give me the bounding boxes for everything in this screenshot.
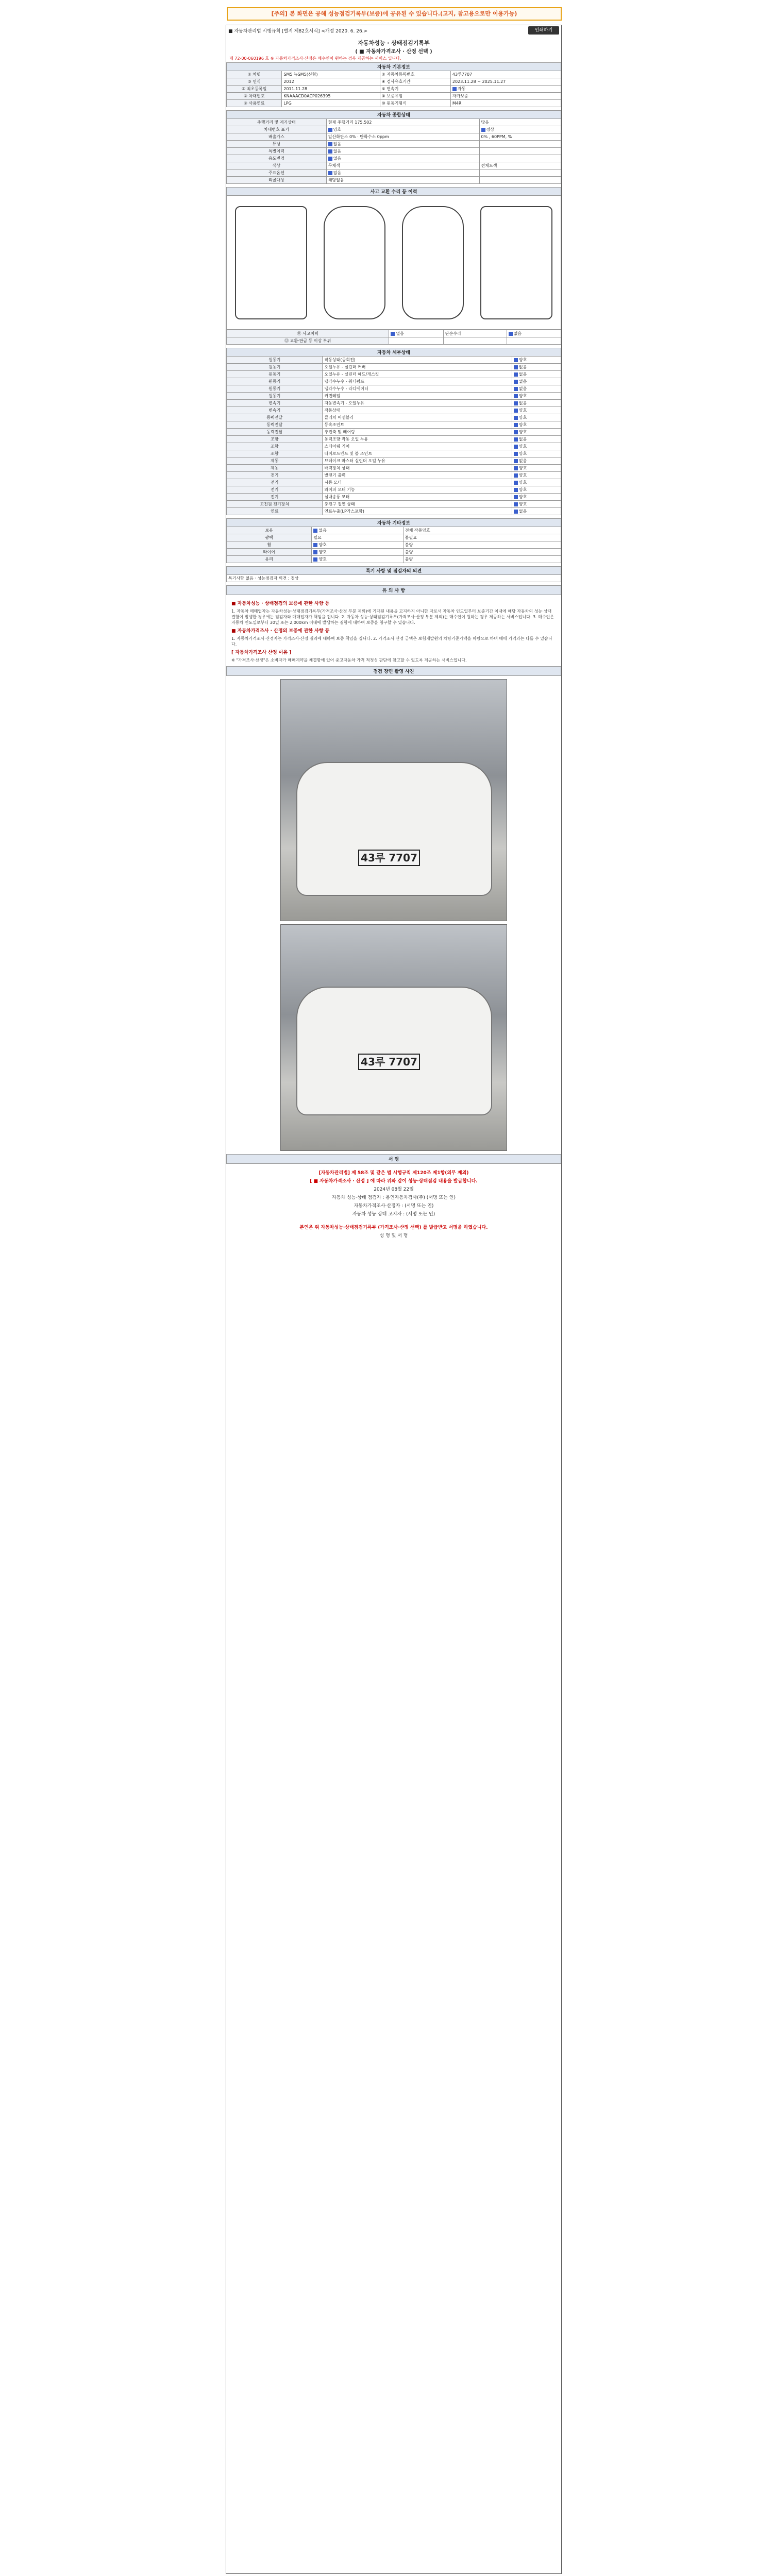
checkbox-icon bbox=[514, 430, 518, 434]
car-rear-body bbox=[296, 987, 492, 1115]
sign-inspector: 자동차 성능·상태 점검자 : 용인자동차검사(주) (서명 또는 인) bbox=[332, 1195, 456, 1200]
detail-cell: 전기 bbox=[227, 494, 323, 501]
checkbox-icon bbox=[514, 510, 518, 514]
detail-cell: 변속기 bbox=[227, 407, 323, 414]
basic-cell: ⑥ 변속기 bbox=[380, 86, 450, 93]
general-cell: 현재 주행거리 175,502 bbox=[326, 119, 479, 126]
other-info-table bbox=[226, 518, 561, 563]
car-front-body bbox=[296, 762, 492, 896]
basic-cell: 2011.11.28 bbox=[282, 86, 380, 93]
checkbox-icon bbox=[313, 543, 317, 547]
page-title: 자동차성능 · 상태점검기록부 bbox=[358, 40, 430, 46]
detail-row bbox=[227, 414, 561, 421]
basic-cell: ④ 검사유효기간 bbox=[380, 78, 450, 86]
detail-cell: 없음 bbox=[512, 385, 561, 393]
detail-cell: 조향 bbox=[227, 443, 323, 450]
detail-cell: 양호 bbox=[512, 465, 561, 472]
basic-cell: ⑧ 보증유형 bbox=[380, 93, 450, 100]
checkbox-icon bbox=[313, 557, 317, 562]
signature-block bbox=[226, 1169, 561, 1240]
checkbox-icon bbox=[514, 416, 518, 420]
detail-cell: 양호 bbox=[512, 479, 561, 486]
detail-cell: 추진축 및 베어링 bbox=[323, 429, 512, 436]
detail-cell: 와이퍼 모터 기능 bbox=[323, 486, 512, 494]
general-row bbox=[227, 119, 561, 126]
detail-cell: 양호 bbox=[512, 472, 561, 479]
general-cell: 없음 bbox=[326, 148, 479, 155]
detail-cell: 배력장치 상태 bbox=[323, 465, 512, 472]
detail-cell: 양호 bbox=[512, 407, 561, 414]
detail-cell: 없음 bbox=[512, 364, 561, 371]
checkbox-icon bbox=[514, 394, 518, 398]
option-cell: 보유 bbox=[227, 527, 312, 534]
detail-cell: 없음 bbox=[512, 436, 561, 443]
checkbox-icon bbox=[328, 171, 332, 175]
notice-heading-price: ■ 자동차가격조사 · 산정의 보증에 관한 사항 등 bbox=[231, 629, 330, 634]
detail-row bbox=[227, 400, 561, 407]
detail-row bbox=[227, 472, 561, 479]
detail-cell: 원동기 bbox=[227, 393, 323, 400]
car-bottom-diagram bbox=[402, 206, 464, 319]
checkbox-icon bbox=[514, 452, 518, 456]
general-cell: 주요옵션 bbox=[227, 170, 327, 177]
detail-row bbox=[227, 357, 561, 364]
detail-row bbox=[227, 443, 561, 450]
general-row bbox=[227, 148, 561, 155]
general-cell: 없음 bbox=[326, 141, 479, 148]
basic-cell: ⑦ 차대번호 bbox=[227, 93, 282, 100]
detail-row bbox=[227, 479, 561, 486]
checkbox-icon bbox=[328, 149, 332, 154]
basic-row bbox=[227, 100, 561, 107]
basic-row bbox=[227, 71, 561, 78]
detail-cell: 오일누유 - 실린더 커버 bbox=[323, 364, 512, 371]
detail-cell: 등속조인트 bbox=[323, 421, 512, 429]
option-cell: 광택 bbox=[227, 534, 312, 541]
general-cell: 일산화탄소 0% · 탄화수소 0ppm bbox=[326, 133, 479, 141]
general-row bbox=[227, 177, 561, 184]
detail-cell: 조향 bbox=[227, 450, 323, 457]
general-cell: 튜닝 bbox=[227, 141, 327, 148]
detail-cell: 냉각수누수 - 워터펌프 bbox=[323, 378, 512, 385]
detail-row bbox=[227, 450, 561, 457]
option-cell: 양호 bbox=[312, 556, 404, 563]
checkbox-icon bbox=[509, 332, 513, 336]
detail-cell: 브레이크 마스터 실린더 오일 누유 bbox=[323, 457, 512, 465]
detail-cell: 타이로드엔드 및 볼 조인트 bbox=[323, 450, 512, 457]
notice-text-warranty: 1. 자동차 매매업자는 자동차성능·상태점검기록부(가격조사·산정 부분 제외)에 기재된 내용을 고지하지 아니한 자로서 자동차 인도일부터 보증기간 이내에 해당 자동차의 성능·상태 결함이 발생한 경우에는 점검자와 매매업자가 책임을 집니다. 2. 자동차 성능·상태점검기록부(가격조사·산정 부분 제외)는 매수인이 원하는 경우 제공하는 서비스입니다. 3. 매수인은 자동차 인도일로부터 30일 또는 2,000km 이내에 발생하는 결함에 대하여 보증을 청구할 수 있습니다. bbox=[231, 609, 554, 625]
general-cell: 전체도색 bbox=[479, 162, 561, 170]
detail-cell: 원동기 bbox=[227, 371, 323, 378]
checkbox-icon bbox=[514, 495, 518, 499]
frame-cell: ⑫ 교환·판금 등 이상 부위 bbox=[227, 337, 389, 345]
general-row bbox=[227, 155, 561, 162]
detail-row bbox=[227, 378, 561, 385]
detail-row bbox=[227, 371, 561, 378]
document-number: 제 72-00-060196 호 ※ 자동차가격조사·산정은 매수인이 원하는 경우 제공하는 서비스 입니다. bbox=[229, 56, 401, 61]
general-cell: 차대번호 표기 bbox=[227, 126, 327, 133]
general-row bbox=[227, 126, 561, 133]
section-special: 특기 사항 및 점검자의 의견 bbox=[227, 567, 561, 575]
general-cell bbox=[479, 155, 561, 162]
general-row bbox=[227, 133, 561, 141]
option-cell: 불량 bbox=[403, 541, 561, 549]
frame-cell: 없음 bbox=[389, 330, 443, 337]
checkbox-icon bbox=[514, 372, 518, 377]
checkbox-icon bbox=[481, 128, 485, 132]
frame-row bbox=[227, 330, 561, 337]
checkbox-icon bbox=[514, 387, 518, 391]
detail-cell: 양호 bbox=[512, 494, 561, 501]
page-subtitle: ( ■ 자동차가격조사 · 산정 선택 ) bbox=[355, 49, 432, 55]
detail-cell: 양호 bbox=[512, 357, 561, 364]
option-cell: 불량 bbox=[403, 556, 561, 563]
detail-cell: 발전기 출력 bbox=[323, 472, 512, 479]
detail-row bbox=[227, 436, 561, 443]
rear-photo bbox=[280, 924, 507, 1151]
basic-cell: 43루7707 bbox=[450, 71, 561, 78]
warning-banner: [주의] 본 화면은 공해 성능점검기록부(보증)에 공유된 수 있습니다.(고지, 참고용으로만 이용가능) bbox=[227, 7, 562, 21]
general-cell: 0% , 60PPM, % bbox=[479, 133, 561, 141]
detail-cell: 전기 bbox=[227, 479, 323, 486]
detail-cell: 원동기 bbox=[227, 378, 323, 385]
section-general: 자동차 종합상태 bbox=[227, 111, 561, 119]
frame-cell: 단순수리 bbox=[443, 330, 507, 337]
section-frame: 사고 교환 수리 등 이력 bbox=[227, 188, 561, 196]
car-top-diagram bbox=[324, 206, 385, 319]
option-row bbox=[227, 527, 561, 534]
general-cell: 특별이력 bbox=[227, 148, 327, 155]
detail-cell: 양호 bbox=[512, 443, 561, 450]
frame-cell bbox=[443, 337, 507, 345]
accident-table bbox=[226, 330, 561, 345]
detail-cell: 커먼레일 bbox=[323, 393, 512, 400]
detail-cell: 냉각수누수 - 라디에이터 bbox=[323, 385, 512, 393]
detail-cell: 양호 bbox=[512, 429, 561, 436]
car-side-left-diagram bbox=[235, 206, 307, 319]
checkbox-icon bbox=[514, 445, 518, 449]
detail-cell: 없음 bbox=[512, 371, 561, 378]
option-cell: 필요 bbox=[312, 534, 404, 541]
detail-row bbox=[227, 501, 561, 508]
car-diagram bbox=[226, 196, 561, 330]
checkbox-icon bbox=[514, 409, 518, 413]
checkbox-icon bbox=[514, 437, 518, 442]
checkbox-icon bbox=[313, 550, 317, 554]
detail-cell: 연료누출(LP가스포함) bbox=[323, 508, 512, 515]
detail-cell: 전기 bbox=[227, 486, 323, 494]
checkbox-icon bbox=[514, 358, 518, 362]
checkbox-icon bbox=[514, 466, 518, 470]
general-row bbox=[227, 162, 561, 170]
checkbox-icon bbox=[514, 502, 518, 506]
general-cell: 주행거리 및 계기상태 bbox=[227, 119, 327, 126]
option-cell: 전체 작동양호 bbox=[403, 527, 561, 534]
frame-cell bbox=[389, 337, 443, 345]
detail-cell: 동력전달 bbox=[227, 414, 323, 421]
checkbox-icon bbox=[313, 529, 317, 533]
general-cell bbox=[479, 148, 561, 155]
basic-row bbox=[227, 93, 561, 100]
basic-cell: SM5 뉴SM5(신형) bbox=[282, 71, 380, 78]
general-cell: 색상 bbox=[227, 162, 327, 170]
print-button[interactable]: 인쇄하기 bbox=[528, 26, 559, 35]
detail-row bbox=[227, 508, 561, 515]
detail-cell: 전기 bbox=[227, 472, 323, 479]
frame-table bbox=[226, 187, 561, 196]
basic-cell: 2023.11.28 ~ 2025.11.27 bbox=[450, 78, 561, 86]
checkbox-icon bbox=[514, 380, 518, 384]
basic-row bbox=[227, 78, 561, 86]
detail-row bbox=[227, 486, 561, 494]
basic-row bbox=[227, 86, 561, 93]
basic-cell: KNAAACD0ACP026395 bbox=[282, 93, 380, 100]
checkbox-icon bbox=[514, 473, 518, 478]
detail-cell: 양호 bbox=[512, 486, 561, 494]
detail-cell: 충전구 절연 상태 bbox=[323, 501, 512, 508]
section-notice: 유 의 사 항 bbox=[226, 585, 561, 595]
option-cell: 타이어 bbox=[227, 549, 312, 556]
section-photos: 점검 장면 촬영 사진 bbox=[226, 666, 561, 676]
option-cell: 양호 bbox=[312, 541, 404, 549]
detail-cell: 원동기 bbox=[227, 357, 323, 364]
detail-row bbox=[227, 421, 561, 429]
checkbox-icon bbox=[514, 488, 518, 492]
basic-cell: LPG bbox=[282, 100, 380, 107]
option-cell: 양호 bbox=[312, 549, 404, 556]
detail-row bbox=[227, 429, 561, 436]
basic-cell: ⑨ 사용연료 bbox=[227, 100, 282, 107]
option-row bbox=[227, 549, 561, 556]
checkbox-icon bbox=[452, 87, 457, 91]
detail-cell: 시동 모터 bbox=[323, 479, 512, 486]
option-cell: 유리 bbox=[227, 556, 312, 563]
detail-cell: 변속기 bbox=[227, 400, 323, 407]
detail-cell: 자동변속기 - 오일누유 bbox=[323, 400, 512, 407]
detail-cell: 양호 bbox=[512, 501, 561, 508]
detail-row bbox=[227, 465, 561, 472]
receiver-sign: 성 명 및 서 명 bbox=[379, 1233, 408, 1239]
sign-footer: 본인은 위 자동차성능·상태점검기록부 (가격조사·산정 선택) 를 발급받고 서명을 하였습니다. bbox=[299, 1225, 488, 1230]
sign-appraiser: 자동차가격조사·산정자 : (서명 또는 인) bbox=[354, 1204, 434, 1209]
section-options: 자동차 기타정보 bbox=[227, 519, 561, 527]
detail-cell: 스티어링 기어 bbox=[323, 443, 512, 450]
general-cell: 해당없음 bbox=[326, 177, 479, 184]
special-notes-table bbox=[226, 566, 561, 582]
checkbox-icon bbox=[514, 365, 518, 369]
detail-cell: 연료 bbox=[227, 508, 323, 515]
general-cell: 배출가스 bbox=[227, 133, 327, 141]
checkbox-icon bbox=[328, 142, 332, 146]
option-row bbox=[227, 534, 561, 541]
checkbox-icon bbox=[514, 481, 518, 485]
general-cell: 없음 bbox=[326, 155, 479, 162]
basic-cell: ⑤ 최초등록일 bbox=[227, 86, 282, 93]
detail-cell: 제동 bbox=[227, 465, 323, 472]
detail-cell: 양호 bbox=[512, 393, 561, 400]
general-cell bbox=[479, 170, 561, 177]
basic-cell: ③ 연식 bbox=[227, 78, 282, 86]
notice-heading-warranty: ■ 자동차성능 · 상태점검의 보증에 관한 사항 등 bbox=[231, 601, 330, 606]
detail-cell: 원동기 bbox=[227, 364, 323, 371]
general-state-table bbox=[226, 110, 561, 184]
option-cell: 불필요 bbox=[403, 534, 561, 541]
section-detail: 자동차 세부상태 bbox=[227, 348, 561, 357]
notice-text-price: 1. 자동차가격조사·산정자는 가격조사·산정 결과에 대하여 보증 책임을 집니다. 2. 가격조사·산정 금액은 보험개발원의 차량기준가액을 바탕으로 하며 매매 가격과는 다를 수 있습니다. bbox=[231, 636, 552, 647]
general-cell: 양호 bbox=[326, 126, 479, 133]
detail-row bbox=[227, 457, 561, 465]
checkbox-icon bbox=[514, 401, 518, 405]
detail-cell: 동력조향 작동 오일 누유 bbox=[323, 436, 512, 443]
front-photo bbox=[280, 679, 507, 921]
basic-cell: ② 자동차등록번호 bbox=[380, 71, 450, 78]
detail-cell: 동력전달 bbox=[227, 429, 323, 436]
general-cell: 리콜대상 bbox=[227, 177, 327, 184]
detail-cell: 제동 bbox=[227, 457, 323, 465]
form-reference: ■ 자동차관리법 시행규칙 [별지 제82호서식] <개정 2020. 6. 26.> bbox=[228, 28, 368, 34]
section-basic: 자동차 기본정보 bbox=[227, 63, 561, 71]
special-notes: 특기사항 없음 · 성능점검자 의견 : 정상 bbox=[227, 575, 561, 582]
detail-cell: 동력전달 bbox=[227, 421, 323, 429]
checkbox-icon bbox=[514, 459, 518, 463]
detail-cell: 실내송풍 모터 bbox=[323, 494, 512, 501]
detail-cell: 없음 bbox=[512, 457, 561, 465]
basic-cell: 2012 bbox=[282, 78, 380, 86]
sign-date: 2024년 08월 22일 bbox=[374, 1187, 414, 1192]
general-cell: 없음 bbox=[326, 170, 479, 177]
option-row bbox=[227, 541, 561, 549]
general-cell: 많음 bbox=[479, 119, 561, 126]
detail-cell: 작동상태 bbox=[323, 407, 512, 414]
general-cell bbox=[479, 141, 561, 148]
detail-cell: 작동상태(공회전) bbox=[323, 357, 512, 364]
basic-info-table bbox=[226, 62, 561, 107]
detail-row bbox=[227, 393, 561, 400]
detail-cell: 고전원 전기장치 bbox=[227, 501, 323, 508]
sign-line-1: [자동차관리법] 제 58조 및 같은 법 시행규칙 제120조 제1항(의무 제외) bbox=[318, 1171, 469, 1176]
detail-cell: 없음 bbox=[512, 508, 561, 515]
notice-body bbox=[226, 595, 561, 666]
basic-cell: M4R bbox=[450, 100, 561, 107]
option-row bbox=[227, 556, 561, 563]
detail-cell: 오일누유 - 실린더 헤드/개스킷 bbox=[323, 371, 512, 378]
detail-cell: 양호 bbox=[512, 414, 561, 421]
sign-line-2: [ ■ 자동차가격조사 · 산정 ] 에 따라 위와 같이 성능·상태점검 내용을 발급합니다. bbox=[310, 1179, 478, 1184]
general-cell: 용도변경 bbox=[227, 155, 327, 162]
detail-cell: 클러치 어셈블리 bbox=[323, 414, 512, 421]
detail-cell: 없음 bbox=[512, 378, 561, 385]
car-side-right-diagram bbox=[480, 206, 552, 319]
detail-row bbox=[227, 385, 561, 393]
notice-text-reason: ※ "가격조사·산정"은 소비자가 매매계약을 체결함에 있어 중고자동차 가격 적정성 판단에 참고할 수 있도록 제공하는 서비스입니다. bbox=[231, 658, 467, 663]
general-cell: 정상 bbox=[479, 126, 561, 133]
checkbox-icon bbox=[328, 128, 332, 132]
basic-cell: ⑩ 원동기형식 bbox=[380, 100, 450, 107]
basic-cell: 자동 bbox=[450, 86, 561, 93]
sign-notifier: 자동차 성능·상태 고지자 : (서명 또는 인) bbox=[352, 1212, 435, 1217]
option-cell: 없음 bbox=[312, 527, 404, 534]
option-cell: 불량 bbox=[403, 549, 561, 556]
frame-cell bbox=[507, 337, 561, 345]
detail-row bbox=[227, 407, 561, 414]
detail-row bbox=[227, 494, 561, 501]
license-plate-rear: 43루 7707 bbox=[358, 1054, 420, 1070]
notice-heading-reason: [ 자동차가격조사 산정 이유 ] bbox=[231, 650, 292, 655]
basic-cell: 자가보증 bbox=[450, 93, 561, 100]
detail-cell: 없음 bbox=[512, 400, 561, 407]
general-row bbox=[227, 141, 561, 148]
frame-cell: 없음 bbox=[507, 330, 561, 337]
general-row bbox=[227, 170, 561, 177]
detail-cell: 양호 bbox=[512, 421, 561, 429]
detail-cell: 원동기 bbox=[227, 385, 323, 393]
section-sign: 서 명 bbox=[226, 1154, 561, 1164]
basic-cell: ① 차명 bbox=[227, 71, 282, 78]
detail-row bbox=[227, 364, 561, 371]
option-cell: 휠 bbox=[227, 541, 312, 549]
general-cell: 무채색 bbox=[326, 162, 479, 170]
checkbox-icon bbox=[391, 332, 395, 336]
checkbox-icon bbox=[328, 157, 332, 161]
frame-row bbox=[227, 337, 561, 345]
frame-cell: ⑪ 사고이력 bbox=[227, 330, 389, 337]
detail-cell: 조향 bbox=[227, 436, 323, 443]
license-plate-front: 43루 7707 bbox=[358, 850, 420, 866]
general-cell bbox=[479, 177, 561, 184]
detail-cell: 양호 bbox=[512, 450, 561, 457]
checkbox-icon bbox=[514, 423, 518, 427]
inspection-record bbox=[226, 25, 562, 2574]
detail-state-table bbox=[226, 348, 561, 515]
